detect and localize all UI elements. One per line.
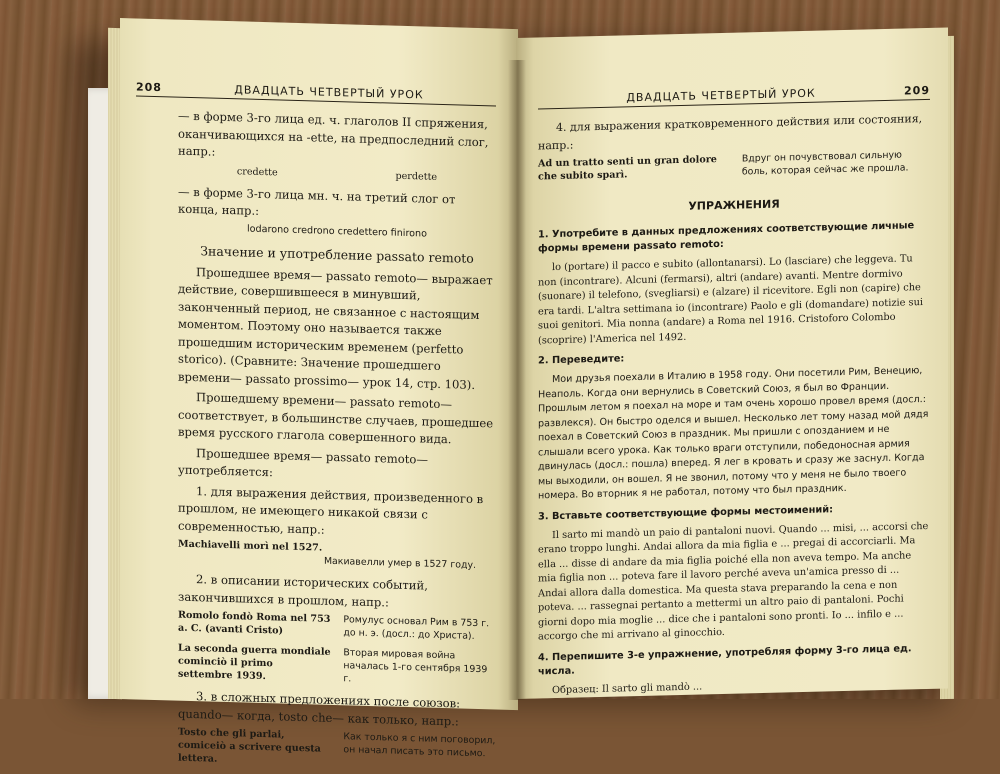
running-head: ДВАДЦАТЬ ЧЕТВЕРТЫЙ УРОК xyxy=(234,83,424,102)
example-italian: La seconda guerra mondiale cominciò il primo settembre 1939. xyxy=(178,642,331,683)
example-italian: Tosto che gli parlai, comiceiò a scrivere questa lettera. xyxy=(178,726,321,765)
example-russian: Вторая мировая война началась 1-го сентября 1939 г. xyxy=(343,647,488,685)
example-russian: Вдруг он почувствовал сильную боль, которая сейчас же прошла. xyxy=(741,149,909,178)
exercise-heading: 4. Перепишите 3-е упражнение, употребляя форму 3-го лица ед. числа. xyxy=(538,642,912,677)
section-title: Значение и употребление passato remoto xyxy=(200,242,474,266)
page-number: 209 xyxy=(904,83,930,98)
paragraph: 3. в сложных предложениях после союзов: quando— когда, tosto che— как только, напр.: xyxy=(178,689,461,728)
running-head: ДВАДЦАТЬ ЧЕТВЕРТЫЙ УРОК xyxy=(626,86,816,105)
paragraph: Прошедшее время— passato remoto— выражает действие, совершившееся в минувший, законченный период, не связанное с настоящим моментом. Поэтому оно называется также прошедшим историческим временем (perfetto storico). (Сравните: Значение прошедшего времени— passato prossimo— урок 14, стр. 103). xyxy=(178,264,493,392)
left-page-header xyxy=(136,80,496,106)
exercise-text: Il sarto mi mandò un paio di pantaloni nuovi. Quando ... misi, ... accorsi che erano troppo lunghi. Andai allora da mia figlia e ... pregai di accorciarli. Ma ella ... disse di andare da mia figlia poiché ella non aveva tempo. Ma anche mia figlia non ... poteva fare il lavoro perché aveva un'amica presso di ... Andai allora dalla domestica. Ma questa stava preparando la cena e non poteva. ... rassegnai pertanto a mettermi un altro paio di pantaloni. Pochi giorni dopo mia moglie ... dice che i pantaloni sono pronti. Io ... infilo e ... accorgo che mi arrivano al ginocchio. xyxy=(538,520,929,643)
example-block xyxy=(178,609,496,644)
paragraph: 4. для выражения кратковременного действия или состояния, напр.: xyxy=(538,112,923,152)
example-block xyxy=(178,642,496,690)
book-spine-gutter xyxy=(508,60,526,700)
paragraph: Прошедшему времени— passato remoto— соответствует, в большинстве случаев, прошедшее время русского глагола совершенного вида. xyxy=(178,390,494,447)
example-word: credette xyxy=(236,165,278,178)
paragraph: Прошедшее время— passato remoto— употребляется: xyxy=(178,445,428,480)
exercise-heading: 1. Употребите в данных предложениях соответствующие личные формы времени passato remoto: xyxy=(538,220,915,255)
example-word: perdette xyxy=(395,170,438,183)
example-block xyxy=(538,148,930,184)
example-words: lodarono credrono credettero finirono xyxy=(246,223,428,240)
exercise-text: Образец: Il sarto gli mandò ... xyxy=(552,680,703,696)
example-italian: Ad un tratto senti un gran dolore che subito sparì. xyxy=(538,154,717,183)
example-italian: Romolo fondò Roma nel 753 a. C. (avanti Cristo) xyxy=(178,609,331,637)
example-russian: Макиавелли умер в 1527 году. xyxy=(323,555,476,571)
paragraph: — в форме 3-го лица мн. ч. на третий слог от конца, напр.: xyxy=(178,184,456,218)
right-page-header xyxy=(538,84,930,110)
exercise-text: lo (portare) il pacco e subito (allontanarsi). Lo (lasciare) che leggeva. Tu non (incontrare). Alcuni (fermarsi), altri (andare) avanti. Mentre dormivo (suonare) il telefono, (svegliarsi) e (alzare) il ricevitore. Egli non (capire) che era tardi. L'altra settimana io (incontrare) Paolo e gli (domandare) notizie sui suoi genitori. Mia nonna (andare) a Roma nel 1916. Cristoforo Colombo (scoprire) l'America nel 1492. xyxy=(538,253,924,346)
example-russian: Как только я с ним поговорил, он начал писать это письмо. xyxy=(343,731,496,760)
exercise-text: Мои друзья поехали в Италию в 1958 году. Они посетили Рим, Венецию, Неаполь. Когда они вернулись в Советский Союз, я был во Франции. Прошлым летом я поехал на море и там очень хорошо провел время (досл.: развлекся). Он быстро оделся и вышел. Несколько лет тому назад мой дядя поехал в Советский Союз в праздник. Мы пришли с опозданием и не слышали всего урока. Как только враги отступили, победоносная армия двинулась (досл.: пошла) вперед. Я лег в кровать и сразу же заснул. Когда мы выходили, он вошел. Я не звонил, потому что у меня не было твоего номера. Во вторник я не работал, потому что был праздник. xyxy=(538,365,929,502)
example-block xyxy=(178,726,496,774)
left-page xyxy=(120,18,518,765)
example-block xyxy=(178,538,496,573)
example-russian: Ромулус основал Рим в 753 г. до н. э. (досл.: до Христа). xyxy=(343,614,490,642)
paragraph: 1. для выражения действия, произведенного в прошлом, не имеющего никакой связи с современностью, напр.: xyxy=(178,483,484,537)
example-italian: Machiavelli morì nel 1527. xyxy=(178,538,323,554)
exercise-heading: 3. Вставьте соответствующие формы местоимений: xyxy=(538,503,833,522)
paragraph: — в форме 3-го лица ед. ч. глаголов II спряжения, оканчивающихся на -ette, на предпоследний слог, напр.: xyxy=(178,108,489,159)
page-number: 208 xyxy=(136,80,162,95)
section-title: УПРАЖНЕНИЯ xyxy=(688,197,780,213)
right-page xyxy=(516,27,948,699)
paragraph: 2. в описании исторических событий, закончившихся в прошлом, напр.: xyxy=(178,572,428,610)
exercise-heading: 2. Переведите: xyxy=(538,353,625,367)
